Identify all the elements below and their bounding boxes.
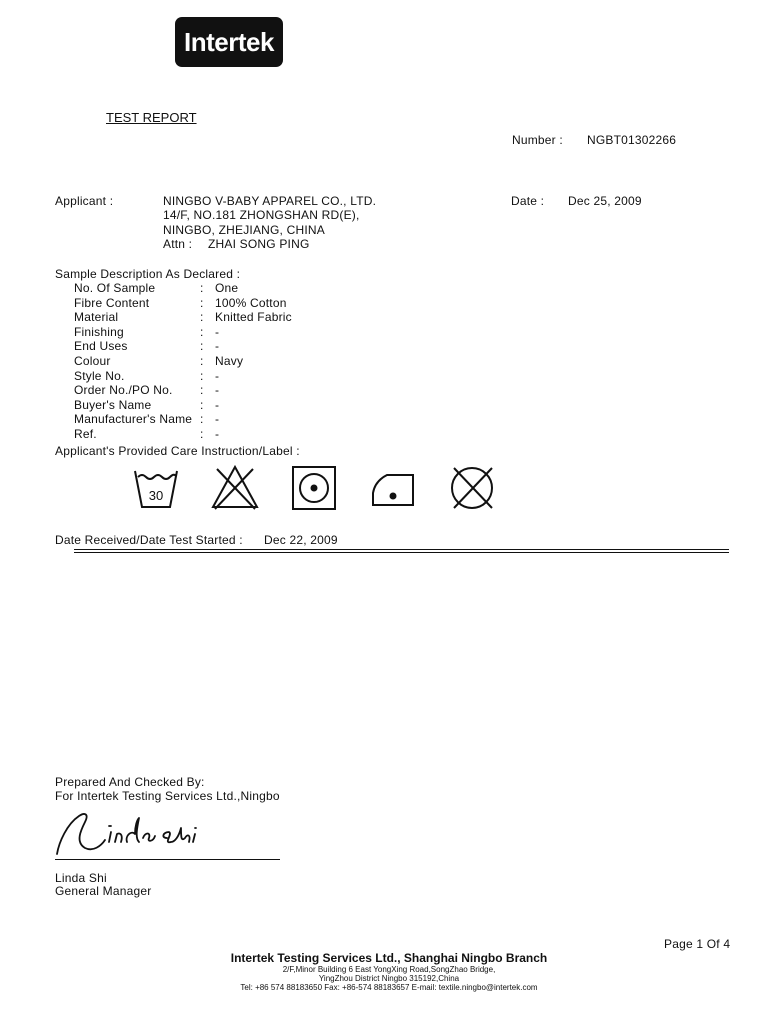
field-value: - xyxy=(215,397,220,412)
handwritten-signature xyxy=(55,808,225,863)
field-label: Buyer's Name xyxy=(74,397,152,412)
page-number: Page 1 Of 4 xyxy=(664,937,731,951)
field-colon: : xyxy=(200,353,204,368)
attn-label: Attn : xyxy=(163,237,193,251)
do-not-bleach-icon xyxy=(211,463,259,511)
sample-field-row xyxy=(74,427,292,442)
field-colon: : xyxy=(200,397,204,412)
signer-name: Linda Shi xyxy=(55,871,107,885)
applicant-line-2: 14/F, NO.181 ZHONGSHAN RD(E), xyxy=(163,208,360,222)
sample-field-row xyxy=(74,310,292,325)
field-label: Style No. xyxy=(74,368,125,383)
wash-temp-label: 30 xyxy=(148,488,164,503)
signer-position: General Manager xyxy=(55,884,152,898)
date-value: Dec 25, 2009 xyxy=(568,194,642,208)
field-label: Manufacturer's Name xyxy=(74,412,193,427)
footer-company: Intertek Testing Services Ltd., Shanghai Ningbo Branch xyxy=(230,951,548,965)
applicant-label: Applicant : xyxy=(55,194,114,208)
field-value: 100% Cotton xyxy=(215,295,287,310)
field-label: Material xyxy=(74,310,119,325)
intertek-logo xyxy=(175,17,283,67)
section-divider xyxy=(74,552,729,553)
field-colon: : xyxy=(200,368,204,383)
report-title: TEST REPORT xyxy=(106,110,197,125)
sample-field-row xyxy=(74,398,292,413)
field-value: Navy xyxy=(215,353,244,368)
field-label: Finishing xyxy=(74,324,124,339)
applicant-line-1: NINGBO V-BABY APPAREL CO., LTD. xyxy=(163,194,377,208)
field-value: Knitted Fabric xyxy=(215,310,292,325)
logo-text: Intertek xyxy=(184,26,274,57)
sample-field-row xyxy=(74,369,292,384)
field-colon: : xyxy=(200,310,204,325)
date-received-label: Date Received/Date Test Started : xyxy=(55,533,243,547)
attn-value: ZHAI SONG PING xyxy=(208,237,310,251)
do-not-dry-clean-icon xyxy=(448,463,496,511)
wash-30-icon xyxy=(132,463,180,511)
field-label: No. Of Sample xyxy=(74,281,156,295)
prepared-by-label: Prepared And Checked By: xyxy=(55,775,205,789)
field-value: - xyxy=(215,426,220,441)
field-value: One xyxy=(215,281,239,295)
sample-field-list xyxy=(74,281,292,442)
report-number-label: Number : xyxy=(512,133,563,147)
field-label: End Uses xyxy=(74,339,128,354)
field-label: Order No./PO No. xyxy=(74,383,173,398)
field-colon: : xyxy=(200,426,204,441)
sample-field-row xyxy=(74,383,292,398)
applicant-line-3: NINGBO, ZHEJIANG, CHINA xyxy=(163,223,325,237)
field-value: - xyxy=(215,368,220,383)
footer-address-1: 2/F,Minor Building 6 East YongXing Road,SongZhao Bridge, xyxy=(282,965,496,974)
sample-field-row xyxy=(74,281,292,296)
field-colon: : xyxy=(200,383,204,398)
sample-field-row xyxy=(74,412,292,427)
sample-heading: Sample Description As Declared : xyxy=(55,267,241,281)
date-received-value: Dec 22, 2009 xyxy=(264,533,338,547)
prepared-for-label: For Intertek Testing Services Ltd.,Ningbo xyxy=(55,789,280,803)
section-divider xyxy=(74,549,729,550)
field-colon: : xyxy=(200,281,204,295)
care-symbol-row xyxy=(132,463,527,511)
report-number-value: NGBT01302266 xyxy=(587,133,677,147)
footer-address-2: YingZhou District Ningbo 315192,China xyxy=(318,974,460,983)
care-heading: Applicant's Provided Care Instruction/Label : xyxy=(55,444,300,458)
sample-field-row xyxy=(74,296,292,311)
field-value: - xyxy=(215,324,220,339)
iron-low-icon xyxy=(369,463,417,511)
field-value: - xyxy=(215,412,220,427)
field-colon: : xyxy=(200,339,204,354)
field-label: Colour xyxy=(74,353,111,368)
footer-contact: Tel: +86 574 88183650 Fax: +86-574 88183657 E-mail: textile.ningbo@intertek.com xyxy=(240,983,538,992)
field-colon: : xyxy=(200,295,204,310)
field-colon: : xyxy=(200,324,204,339)
field-label: Fibre Content xyxy=(74,295,150,310)
field-label: Ref. xyxy=(74,426,97,441)
date-label: Date : xyxy=(511,194,545,208)
sample-field-row xyxy=(74,325,292,340)
sample-field-row xyxy=(74,354,292,369)
field-colon: : xyxy=(200,412,204,427)
field-value: - xyxy=(215,383,220,398)
signature-line xyxy=(55,859,280,860)
field-value: - xyxy=(215,339,220,354)
tumble-dry-low-icon xyxy=(290,463,338,511)
sample-field-row xyxy=(74,339,292,354)
